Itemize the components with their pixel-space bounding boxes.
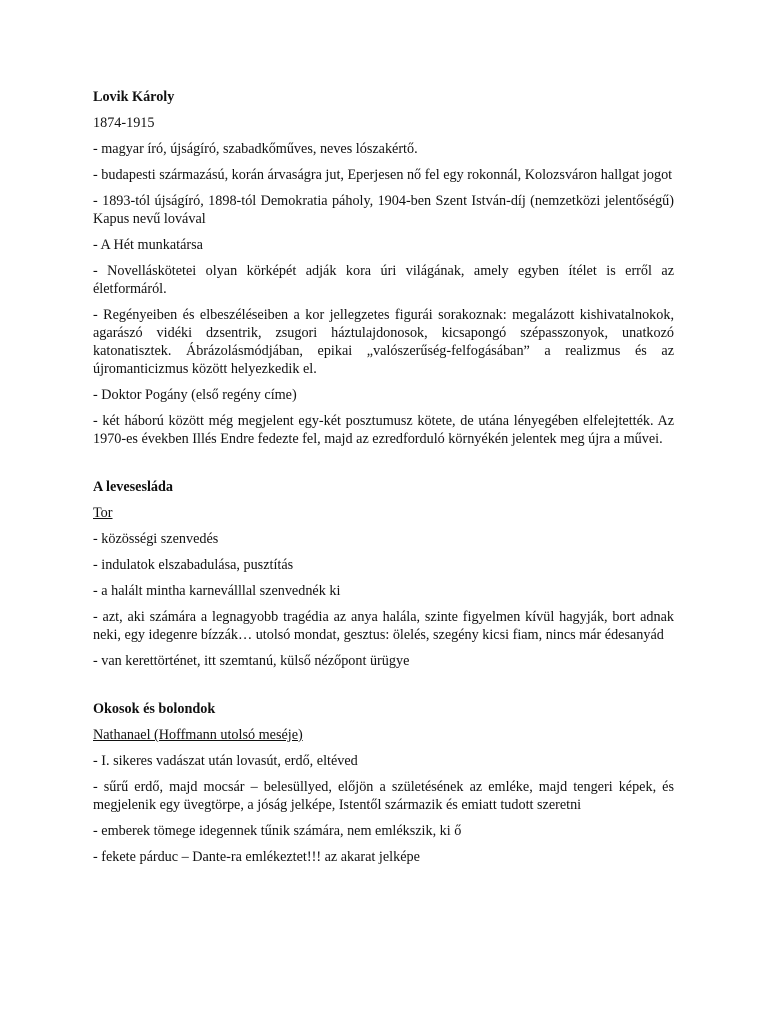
subtitle-tor: Tor xyxy=(93,505,113,521)
nathanael-item-3: - emberek tömege idegennek tűnik számára, nem emlékszik, ki ő xyxy=(93,823,462,839)
nathanael-item-4: - fekete párduc – Dante-ra emlékeztet!!! az akarat jelképe xyxy=(93,849,420,865)
document-page xyxy=(93,88,674,866)
bio-item-1: - magyar író, újságíró, szabadkőműves, neves lószakértő. xyxy=(93,141,418,157)
bio-item-7: - Doktor Pogány (első regény címe) xyxy=(93,387,297,403)
section-title-okosok: Okosok és bolondok xyxy=(93,701,216,717)
nathanael-item-1: - I. sikeres vadászat után lovasút, erdő, eltéved xyxy=(93,753,358,769)
nathanael-item-2: - sűrű erdő, majd mocsár – belesüllyed, előjön a születésének az emléke, majd tengeri képek, és megjelenik egy üvegtörpe, a jóság jelképe, Istentől származik és emiatt tudott szeretni xyxy=(93,779,674,813)
subtitle-nathanael: Nathanael (Hoffmann utolsó meséje) xyxy=(93,727,303,743)
bio-item-4: - A Hét munkatársa xyxy=(93,237,203,253)
bio-item-5: - Novelláskötetei olyan körképét adják kora úri világának, amely egyben ítélet is erről az életformáról. xyxy=(93,263,674,297)
bio-item-3: - 1893-tól újságíró, 1898-tól Demokratia páholy, 1904-ben Szent István-díj (nemzetközi jelentőségű) Kapus nevű lovával xyxy=(93,193,674,227)
bio-item-6: - Regényeiben és elbeszéléseiben a kor jellegzetes figurái sorakoznak: megalázott kishivatalnokok, agarászó vidéki dzsentrik, zsugori háztulajdonosok, kicsapongó szépasszonyok, unatkozó katonatisztek. Ábrázolásmódjában, epikai „valószerűség-felfogásában” a realizmus és az újromanticizmus között helyezkedik el. xyxy=(93,307,674,377)
tor-item-1: - közösségi szenvedés xyxy=(93,531,219,547)
author-dates: 1874-1915 xyxy=(93,115,155,131)
tor-item-2: - indulatok elszabadulása, pusztítás xyxy=(93,557,294,573)
section-title-lovik: Lovik Károly xyxy=(93,89,175,105)
tor-item-5: - van kerettörténet, itt szemtanú, külső nézőpont ürügye xyxy=(93,653,410,669)
bio-item-2: - budapesti származású, korán árvaságra jut, Eperjesen nő fel egy rokonnál, Kolozsváron hallgat jogot xyxy=(93,167,673,183)
tor-item-4: - azt, aki számára a legnagyobb tragédia az anya halála, szinte figyelmen kívül hagyják, bort adnak neki, egy idegenre bízzák… utolsó mondat, gesztus: ölelés, szegény kicsi fiam, nincs már édesanyád xyxy=(93,609,674,643)
bio-item-8: - két háború között még megjelent egy-két posztumusz kötete, de utána lényegében elfelejtették. Az 1970-es években Illés Endre fedezte fel, majd az ezredforduló környékén jelentek meg újra a művei. xyxy=(93,413,674,447)
tor-item-3: - a halált mintha karneválllal szenvednék ki xyxy=(93,583,341,599)
section-title-levesesla: A levesesláda xyxy=(93,479,173,495)
